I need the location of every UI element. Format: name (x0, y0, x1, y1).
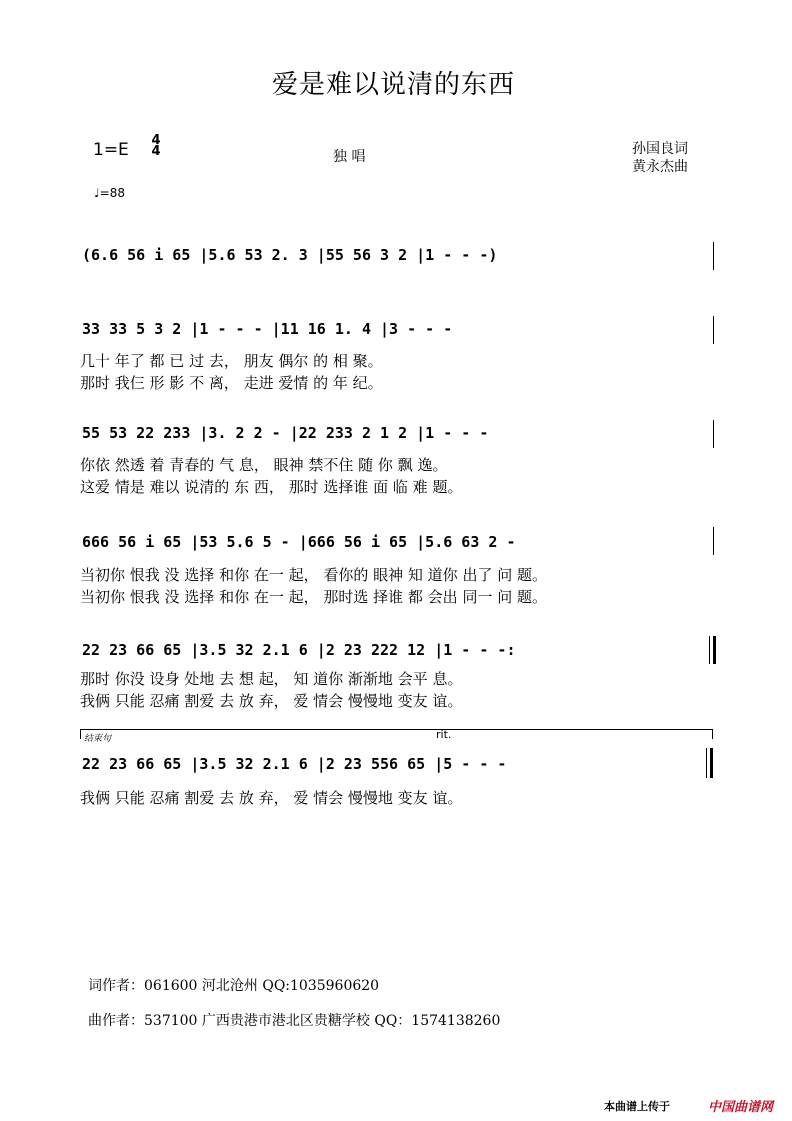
ending-label: 结束句 (84, 734, 112, 744)
repeat-barline-thick (713, 636, 716, 664)
page-title: 爱是难以说清的东西 (272, 70, 516, 100)
score-row-5-music: 22 23 66 65 |3.5 32 2.1 6 |2 23 222 12 |1 - - -: (82, 641, 516, 659)
tempo-marking: ♩=88 (94, 186, 125, 200)
ritardando-marking: rit. (436, 728, 452, 741)
score-row-2-music: 33 33 5 3 2 |1 - - - |11 16 1. 4 |3 - - - (82, 320, 453, 338)
performance-type: 独 唱 (333, 149, 366, 165)
score-row-4-music: 666 56 i 65 |53 5.6 5 - |666 56 i 65 |5.6 63 2 - (82, 533, 516, 551)
score-row-3-lyric-1: 你依 然透 着 青春的 气 息， 眼神 禁不住 随 你 飘 逸。 (80, 456, 448, 474)
time-signature-top: 4 (151, 133, 161, 148)
final-barline-thick (710, 748, 713, 778)
barline (713, 316, 714, 344)
barline (713, 527, 714, 555)
ending-bracket-left (80, 729, 81, 739)
ending-bracket-line (80, 729, 713, 730)
lyricist-credit: 孙国良词 (632, 141, 688, 157)
score-row-5-lyric-2: 我俩 只能 忍痛 割爱 去 放 弃， 爱 情会 慢慢地 变友 谊。 (80, 692, 463, 710)
composer-credit: 黄永杰曲 (632, 159, 688, 175)
score-row-6-music: 22 23 66 65 |3.5 32 2.1 6 |2 23 556 65 |5 - - - (82, 755, 507, 773)
score-row-6-lyric-1: 我俩 只能 忍痛 割爱 去 放 弃， 爱 情会 慢慢地 变友 谊。 (80, 789, 463, 807)
barline (713, 420, 714, 448)
repeat-barline-thin (709, 636, 710, 664)
site-logo: 中国曲谱网 (708, 1100, 774, 1115)
footer-composer: 曲作者：537100 广西贵港市港北区贵糖学校 QQ：1574138260 (88, 1013, 501, 1029)
score-row-1-music: (6.6 56 i 65 |5.6 53 2. 3 |55 56 3 2 |1 - - -) (82, 246, 498, 264)
ending-bracket-right (712, 729, 713, 739)
score-row-2-lyric-2: 那时 我仨 形 影 不 离， 走进 爱情 的 年 纪。 (80, 374, 383, 392)
score-row-3-lyric-2: 这爱 情是 难以 说清的 东 西， 那时 选择谁 面 临 难 题。 (80, 478, 463, 496)
score-row-3-music: 55 53 22 233 |3. 2 2 - |22 233 2 1 2 |1 - - - (82, 424, 489, 442)
footer-lyricist: 词作者：061600 河北沧州 QQ:1035960620 (88, 978, 380, 994)
score-row-2-lyric-1: 几十 年了 都 已 过 去， 朋友 偶尔 的 相 聚。 (80, 352, 383, 370)
time-signature (149, 135, 163, 157)
barline (713, 242, 714, 270)
score-row-5-lyric-1: 那时 你没 设身 处地 去 想 起， 知 道你 渐渐地 会平 息。 (80, 670, 463, 688)
time-signature-bottom: 4 (151, 144, 161, 159)
score-row-4-lyric-1: 当初你 恨我 没 选择 和你 在一 起， 看你的 眼神 知 道你 出了 问 题。 (80, 566, 547, 584)
score-row-4-lyric-2: 当初你 恨我 没 选择 和你 在一 起， 那时选 择谁 都 会出 同一 问 题。 (80, 588, 547, 606)
key-signature: 1=E (93, 140, 129, 160)
final-barline-thin (706, 748, 707, 778)
upload-text: 本曲谱上传于 (604, 1100, 670, 1113)
